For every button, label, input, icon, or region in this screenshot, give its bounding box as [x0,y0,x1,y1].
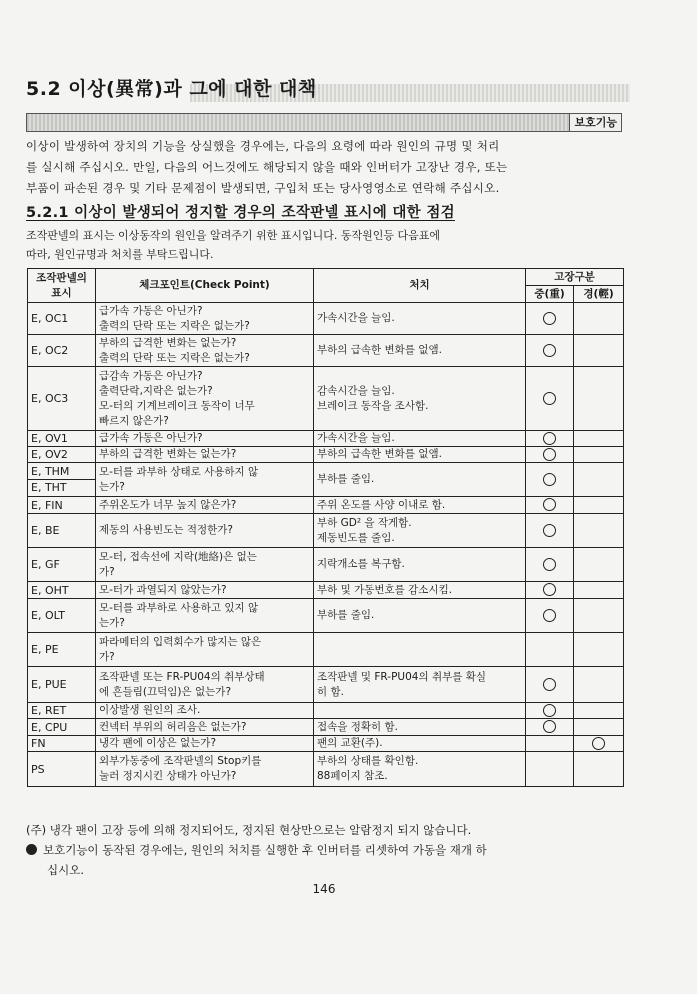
check-line: 급가속 가동은 아닌가? [99,304,203,317]
action-line: 조작판넬 및 FR-PU04의 취부를 확실 [317,670,486,683]
header-display: 조작판넬의 표시 [28,269,96,303]
action-cell [314,303,526,335]
display-code: E, OC3 [31,392,69,405]
check-cell [96,719,314,736]
light-fault-cell [574,703,624,719]
light-fault-cell [574,736,624,752]
check-cell [96,703,314,719]
check-line: 빠르지 않은가? [99,414,169,427]
display-code: E, THM [28,464,95,480]
check-line: 에 흔들림(끄덕임)은 없는가? [99,685,232,698]
action-cell [314,599,526,633]
light-fault-cell [574,303,624,335]
display-code: E, THT [31,481,67,494]
check-line: 눌러 정지시킨 상태가 아닌가? [99,770,237,782]
action-line: 팬의 교환(주). [317,737,383,749]
circle-mark-icon [543,720,556,733]
check-line: 가? [99,565,115,578]
fault-table [27,268,624,787]
check-line: 냉각 팬에 이상은 없는가? [99,737,217,749]
check-cell [96,548,314,582]
action-cell [314,447,526,463]
action-cell [314,582,526,599]
action-cell [314,736,526,752]
light-fault-cell [574,431,624,447]
check-cell [96,367,314,431]
page-number: 146 [312,882,336,896]
action-cell [314,752,526,787]
check-line: 외부가동중에 조작판넬의 Stop키를 [99,755,262,767]
display-code-cell [28,303,96,335]
check-line: 파라메터의 입력회수가 많지는 않은 [99,635,262,648]
action-line: 부하를 줄임. [317,473,375,485]
table-row [28,548,624,582]
heavy-fault-cell [526,582,574,599]
check-cell [96,582,314,599]
display-code: E, OLT [31,609,65,622]
display-code: E, OV1 [31,432,68,445]
circle-mark-icon [543,448,556,461]
table-row [28,463,624,497]
light-fault-cell [574,582,624,599]
check-line: 모-터를 과부하로 사용하고 있지 않 [99,601,259,614]
circle-mark-icon [543,609,556,622]
display-code-cell [28,719,96,736]
header-check: 체크포인트(Check Point) [96,269,314,303]
circle-mark-icon [543,344,556,357]
display-code: E, OC2 [31,344,69,357]
display-code: E, RET [31,704,67,717]
display-code: E, GF [31,558,60,571]
circle-mark-icon [543,704,556,717]
check-cell [96,463,314,497]
display-code-cell [28,447,96,463]
light-fault-cell [574,548,624,582]
circle-mark-icon [543,432,556,445]
action-cell [314,514,526,548]
table-row [28,303,624,335]
intro-line: 를 실시해 주십시오. 만일, 다음의 어느것에도 해당되지 않을 때와 인버터가 고장난 경우, 또는 [26,160,508,174]
action-line: 브레이크 동작을 조사함. [317,399,429,412]
light-fault-cell [574,367,624,431]
table-row [28,497,624,514]
desc-line: 따라, 원인규명과 처치를 부탁드립니다. [26,248,214,261]
intro-line: 부품이 파손된 경우 및 기타 문제점이 발생되면, 구입처 또는 당사영영소로 연락해 주십시오. [26,181,500,195]
light-fault-cell [574,514,624,548]
action-cell [314,703,526,719]
light-fault-cell [574,599,624,633]
check-line: 부하의 급격한 변화는 없는가? [99,448,237,460]
table-row [28,736,624,752]
header-action: 처치 [314,269,526,303]
heavy-fault-cell [526,303,574,335]
display-code-cell [28,736,96,752]
table-row [28,599,624,633]
check-cell [96,736,314,752]
heavy-fault-cell [526,703,574,719]
circle-mark-icon [543,392,556,405]
display-code-cell [28,703,96,719]
table-row [28,667,624,703]
light-fault-cell [574,633,624,667]
display-code-cell [28,599,96,633]
check-line: 가? [99,650,115,663]
display-code-cell [28,667,96,703]
header-light: 경(輕) [574,286,624,303]
display-code: E, PUE [31,678,67,691]
note-reset-line: 십시오. [47,863,84,877]
check-cell [96,633,314,667]
heavy-fault-cell [526,514,574,548]
check-cell [96,497,314,514]
action-cell [314,463,526,497]
display-code: E, OC1 [31,312,69,325]
light-fault-cell [574,667,624,703]
check-line: 출력의 단락 또는 지락은 없는가? [99,351,250,364]
display-code-cell [28,633,96,667]
display-code: E, CPU [31,720,68,734]
action-line: 지락개소를 복구함. [317,558,405,570]
check-cell [96,431,314,447]
action-line: 가속시간을 늘임. [317,312,395,324]
table-row [28,752,624,787]
action-line: 부하 GD² 을 작게함. [317,516,412,529]
check-cell [96,447,314,463]
heavy-fault-cell [526,497,574,514]
check-line: 출력단락,지락은 없는가? [99,384,213,397]
action-line: 감속시간을 늘임. [317,384,395,397]
check-line: 모-터를 과부하 상태로 사용하지 않 [99,465,259,478]
check-line: 급가속 가동은 아닌가? [99,432,203,444]
display-code: PS [31,762,45,776]
heavy-fault-cell [526,736,574,752]
intro-line: 이상이 발생하여 장치의 기능을 상실했을 경우에는, 다음의 요령에 따라 원인의 규명 및 처리 [26,139,500,153]
table-row [28,447,624,463]
heavy-fault-cell [526,431,574,447]
circle-mark-icon [543,498,556,511]
table-row [28,703,624,719]
action-line: 부하의 급속한 변화를 없앰. [317,448,442,460]
display-code: E, FIN [31,498,63,512]
section-description [26,226,622,264]
note-reset [26,840,626,880]
note-fan: (주) 냉각 팬이 고장 등에 의해 정지되어도, 정지된 현상만으로는 알람정지 되지 않습니다. [26,823,472,837]
heavy-fault-cell [526,599,574,633]
desc-line: 조작판넬의 표시는 이상동작의 원인을 알려주기 위한 표시입니다. 동작원인등 다음표에 [26,229,441,242]
check-line: 모-터의 기계브레이크 동작이 너무 [99,399,255,412]
table-row [28,335,624,367]
heavy-fault-cell [526,633,574,667]
action-line: 제동빈도를 줄임. [317,531,395,544]
display-code: FN [31,737,46,750]
circle-mark-icon [592,737,605,750]
heavy-fault-cell [526,548,574,582]
action-line: 히 함. [317,685,344,698]
action-cell [314,719,526,736]
display-code-cell [28,497,96,514]
circle-mark-icon [543,678,556,691]
heavy-fault-cell [526,335,574,367]
header-fault: 고장구분 [526,269,624,286]
display-code-cell [28,335,96,367]
header-heavy: 중(重) [526,286,574,303]
action-cell [314,431,526,447]
heavy-fault-cell [526,719,574,736]
display-code-cell [28,548,96,582]
page-title: 5.2 이상(異常)과 그에 대한 대책 [26,78,317,100]
action-cell [314,497,526,514]
check-line: 조작판넬 또는 FR-PU04의 취부상태 [99,670,265,683]
check-line: 이상발생 원인의 조사. [99,704,201,716]
table-row [28,633,624,667]
check-cell [96,667,314,703]
table-row [28,367,624,431]
action-cell [314,367,526,431]
display-code-cell [28,752,96,787]
notes [26,820,626,880]
note-reset-line: 보호기능이 동작된 경우에는, 원인의 처치를 실행한 후 인버터를 리셋하여 가동을 재개 하 [43,843,487,857]
check-cell [96,599,314,633]
check-line: 모-터, 접속선에 지락(地絡)은 없는 [99,550,257,563]
light-fault-cell [574,335,624,367]
action-line: 88페이지 참조. [317,770,388,782]
action-cell [314,667,526,703]
circle-mark-icon [543,558,556,571]
display-code-cell [28,582,96,599]
display-code-cell [28,514,96,548]
check-cell [96,303,314,335]
section-bar [26,113,622,132]
action-cell [314,633,526,667]
check-cell [96,752,314,787]
heavy-fault-cell [526,463,574,497]
circle-mark-icon [543,583,556,596]
light-fault-cell [574,463,624,497]
check-line: 출력의 단락 또는 지락은 없는가? [99,319,250,332]
action-line: 부하 및 가동번호를 감소시킴. [317,583,453,596]
light-fault-cell [574,447,624,463]
heavy-fault-cell [526,367,574,431]
action-line: 부하를 줄임. [317,609,375,621]
table-row [28,431,624,447]
light-fault-cell [574,752,624,787]
heavy-fault-cell [526,752,574,787]
check-line: 컨넥터 부위의 허리음은 없는가? [99,720,247,733]
bullet-icon [26,844,37,855]
table-row [28,514,624,548]
light-fault-cell [574,719,624,736]
action-line: 접속을 정확히 함. [317,720,399,733]
display-code: E, PE [31,643,59,656]
table-row [28,719,624,736]
check-cell [96,514,314,548]
check-line: 제동의 사용빈도는 적정한가? [99,524,233,536]
section-title: 5.2.1 이상이 발생되어 정지할 경우의 조작판넬 표시에 대한 점검 [26,205,455,221]
check-line: 부하의 급격한 변화는 없는가? [99,336,237,349]
check-line: 급감속 가동은 아닌가? [99,369,203,382]
intro-paragraph [26,136,622,199]
check-line: 는가? [99,480,125,493]
display-code-cell [28,367,96,431]
circle-mark-icon [543,473,556,486]
display-code-cell [28,431,96,447]
table-row [28,582,624,599]
bar-label: 보호기능 [569,114,621,131]
display-code: E, OHT [31,583,69,597]
action-cell [314,335,526,367]
light-fault-cell [574,497,624,514]
display-code: E, BE [31,524,60,537]
action-line: 부하의 급속한 변화를 없앰. [317,344,442,356]
display-code-cell [28,463,96,497]
display-code: E, OV2 [31,448,68,461]
check-cell [96,335,314,367]
action-line: 주위 온도를 사양 이내로 함. [317,498,446,511]
heavy-fault-cell [526,447,574,463]
heavy-fault-cell [526,667,574,703]
action-line: 부하의 상태를 확인함. [317,755,419,767]
circle-mark-icon [543,312,556,325]
check-line: 모-터가 과열되지 않았는가? [99,583,227,596]
check-line: 는가? [99,616,125,629]
circle-mark-icon [543,524,556,537]
check-line: 주위온도가 너무 높지 않은가? [99,498,237,511]
action-line: 가속시간을 늘임. [317,432,395,444]
action-cell [314,548,526,582]
